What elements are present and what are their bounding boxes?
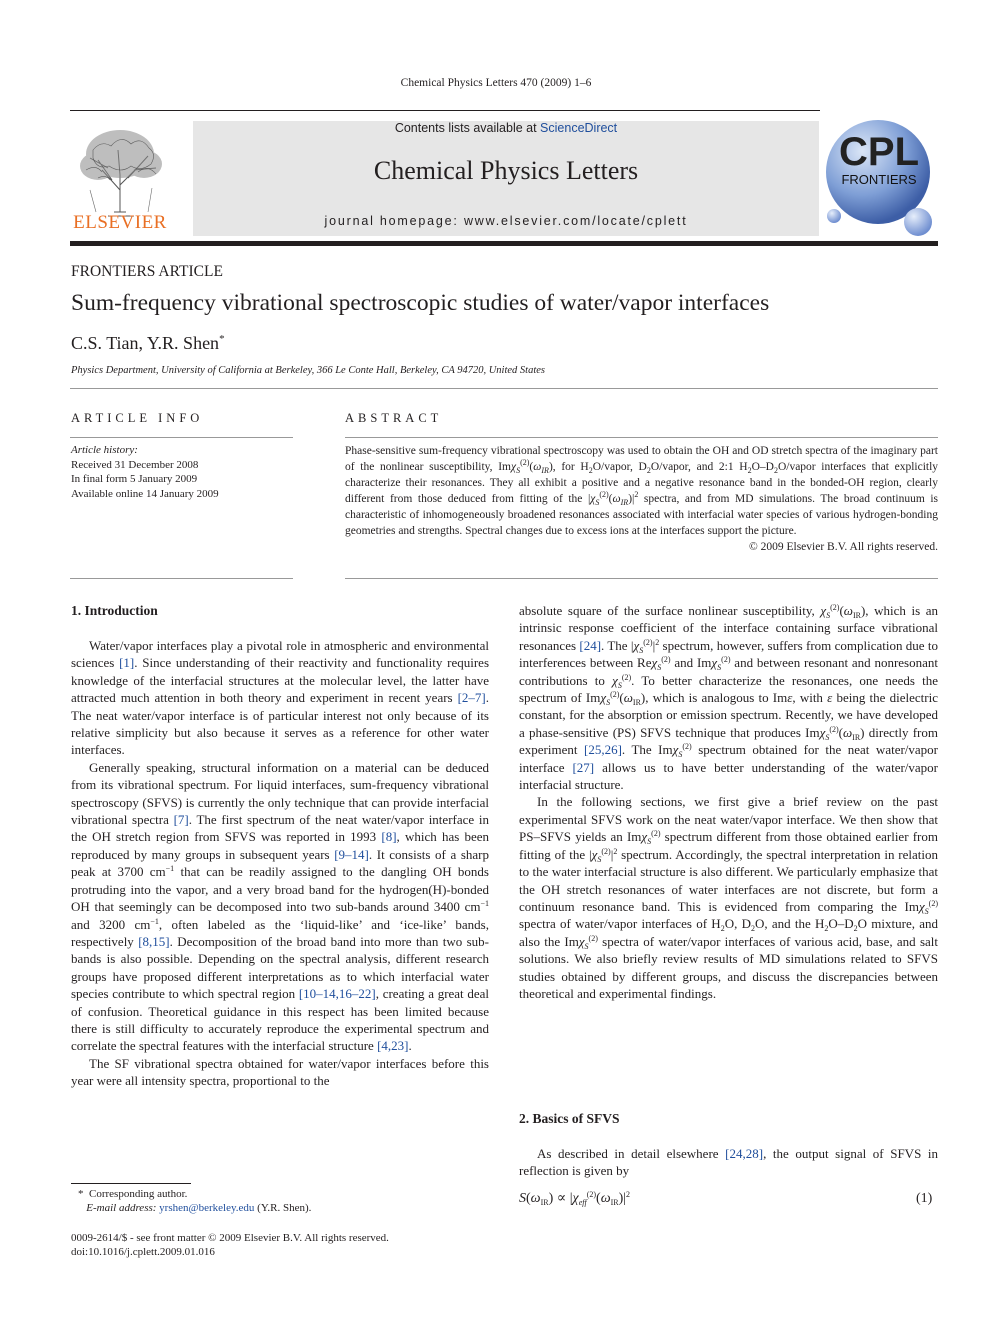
front-matter-info xyxy=(71,1231,389,1259)
issn-line: 0009-2614/$ - see front matter © 2009 Elsevier B.V. All rights reserved. xyxy=(71,1232,389,1244)
footnote-corresponding xyxy=(78,1187,311,1215)
ref-link[interactable]: [2–7] xyxy=(457,690,486,706)
author-names: C.S. Tian, Y.R. Shen xyxy=(71,333,220,353)
sciencedirect-link[interactable]: ScienceDirect xyxy=(540,121,618,135)
email-label: E-mail address: xyxy=(86,1202,157,1214)
ref-link[interactable]: [4,23] xyxy=(377,1038,409,1054)
section-heading-introduction: 1. Introduction xyxy=(71,603,158,618)
ref-link[interactable]: [9–14] xyxy=(334,846,369,862)
final-form-date: In final form 5 January 2009 xyxy=(71,473,198,485)
journal-title: Chemical Physics Letters xyxy=(373,156,639,185)
journal-reference: Chemical Physics Letters 470 (2009) 1–6 xyxy=(400,77,592,89)
abstract-copyright: © 2009 Elsevier B.V. All rights reserved. xyxy=(749,541,938,553)
email-owner: (Y.R. Shen). xyxy=(257,1202,312,1214)
introduction-right-column: absolute square of the surface nonlinear susceptibility, $\chi_S^{(2)}(\omega_{IR})$, which is an intrinsic response coefficient of the interface containing surface vibrational resonances [24]. The $|\chi_S^{(2)}|^2$ spectrum, however, suffers from complication due to interferences between Reχ$_S^{(2)}$ and Imχ$_S^{(2)}$ and between resonant and nonresonant contributions to $\chi_S^{(2)}$. To better characterize the resonances, one needs the spectrum of $Im\chi_S^{(2)}(\omega_{IR})$, which is analogous to Imε, with ε being the dielectric constant, for the absorption or emission spectrum. Recently, we have developed a phase-sensitive (PS) SFVS technique that produces $Im\chi_S^{(2)}(\omega_{IR})$ directly from experiment [25,26]. The Imχ$_S^{(2)}$ spectrum obtained for the neat water/vapor interface [27] allows us to have better understanding of the water/vapor interfacial structure. In the following sections, we first give a brief review on the past experimental SFVS work on the neat water/vapor interface. We then show that PS–SFVS yields an Imχ$_S^{(2)}$ spectrum different from those obtained earlier from fitting of the $|\chi_S^{(2)}|^2$ spectrum. Accordingly, the spectral interpretation in relation to the water interfacial structure is also different. We particularly emphasize that the OH stretch resonances of water interfaces are not discrete, but form a continuum resonance band. This is evidenced from comparing the Imχ$_S^{(2)}$ spectra of water/vapor interfaces of $H_2O$, $D_2O$, and the $H_2O-D_2O$ mixture, and also the Imχ$_S^{(2)}$ spectra of water/vapor interfaces of various acid, base, and salt solutions. We also briefly review results of MD simulations related to SFVS studies obtained by different groups, and discuss the discrepancies between theoretical and experimental findings. xyxy=(519,603,939,1001)
journal-homepage[interactable]: journal homepage: www.elsevier.com/locate/cplett xyxy=(324,214,688,228)
cpl-logo-text: CPL xyxy=(839,130,919,174)
cpl-logo-subtext: FRONTIERS xyxy=(841,172,917,187)
history-label: Article history: xyxy=(71,444,138,456)
abstract-heading: ABSTRACT xyxy=(345,411,443,425)
corresponding-mark[interactable]: * xyxy=(219,333,225,345)
ref-link[interactable]: [24] xyxy=(579,637,602,653)
section-heading-basics: 2. Basics of SFVS xyxy=(519,1111,620,1126)
basics-paragraph: As described in detail elsewhere [24,28], the output signal of SFVS in reflection is given by xyxy=(519,1146,938,1179)
header-divider xyxy=(70,110,820,111)
doi-line[interactable]: doi:10.1016/j.cplett.2009.01.016 xyxy=(71,1246,215,1258)
footnote-rule xyxy=(71,1183,191,1184)
equation-number: (1) xyxy=(916,1191,933,1206)
ref-link[interactable]: [1] xyxy=(119,655,135,671)
ref-link[interactable]: [8] xyxy=(381,829,397,845)
ref-link[interactable]: [8,15] xyxy=(138,933,170,949)
corresponding-author-label: Corresponding author. xyxy=(89,1188,188,1200)
article-info-heading: ARTICLE INFO xyxy=(71,411,204,425)
article-info-bottom-rule xyxy=(70,578,293,579)
affiliation: Physics Department, University of California at Berkeley, 366 Le Conte Hall, Berkeley, CA 94720, United States xyxy=(71,365,545,376)
paper-title: Sum-frequency vibrational spectroscopic studies of water/vapor interfaces xyxy=(71,290,770,316)
abstract-rule xyxy=(345,437,938,438)
footnote-mark: * xyxy=(78,1188,84,1200)
authors xyxy=(71,333,225,354)
ref-link[interactable]: [10–14,16–22] xyxy=(298,986,376,1002)
ref-link[interactable]: [25,26] xyxy=(584,742,622,758)
received-date: Received 31 December 2008 xyxy=(71,458,199,471)
ref-link[interactable]: [7] xyxy=(173,812,189,828)
introduction-left-column: Water/vapor interfaces play a pivotal role in atmospheric and environmental sciences [1]. Since understanding of their reactivity and functionality requires knowledge of the interfacial structures at the molecular level, the latter have attracted much attention in both theory and experiment in recent years [2–7]. The neat water/vapor interface is of particular interest not only because of its relative simplicity but also because it serves as a reference for other water interfaces. Generally speaking, structural information on a material can be deduced from its vibrational spectrum. For liquid interfaces, sum-frequency vibrational spectroscopy (SFVS) is currently the only technique that can provide interfacial vibrational spectra [7]. The first spectrum of the neat water/vapor interface in the OH stretch region from SFVS was reported in 1993 [8], which has been reproduced by many groups in subsequent years [9–14]. It consists of a sharp peak at 3700 $cm^{-1}$ that can be readily assigned to the dangling OH bonds protruding into the vapor, and a very broad band for the hydrogen(H)-bonded OH that seemingly can be decomposed into two sub-bands around 3400 $cm^{-1}$ and 3200 $cm^{-1}$, often labeled as the ‘liquid-like’ and ‘ice-like’ bands, respectively [8,15]. Decomposition of the broad band into more than two sub-bands is also possible. Depending on the spectral analysis, different research groups have proposed different interpretations as to which interfacial water species contribute to which spectral region [10–14,16–22], creating a great deal of confusion. Theoretical guidance in this respect has been limited because there is still difficulty to accurately reproduce the experimental spectrum and correlate the spectral features with the interfacial structure [4,23]. The SF vibrational spectra obtained for water/vapor interfaces before this year were all intensity spectra, proportional to the xyxy=(71,638,490,1089)
author-email-link[interactable]: yrshen@berkeley.edu xyxy=(159,1202,255,1214)
contents-prefix: Contents lists available at xyxy=(394,121,541,135)
ref-link[interactable]: [27] xyxy=(572,759,595,775)
equation-1: $S(\omega_{IR}) \propto |\chi_{eff}^{(2)}(\omega_{IR})|^2$ xyxy=(519,1190,631,1207)
article-info-rule xyxy=(70,437,293,438)
article-history xyxy=(71,443,219,501)
article-type: FRONTIERS ARTICLE xyxy=(71,263,223,280)
elsevier-wordmark: ELSEVIER xyxy=(73,212,167,233)
title-divider xyxy=(70,388,938,389)
online-date: Available online 14 January 2009 xyxy=(71,487,219,500)
cpl-frontiers-logo[interactable] xyxy=(820,116,938,238)
abstract-bottom-rule xyxy=(345,578,938,579)
elsevier-logo[interactable] xyxy=(68,120,172,234)
contents-line xyxy=(193,121,819,135)
header-thick-rule xyxy=(70,241,938,246)
ref-link[interactable]: [24,28] xyxy=(725,1146,764,1161)
abstract-body: Phase-sensitive sum-frequency vibrational spectroscopy was used to obtain the OH and OD stretch spectra of the imaginary part of the nonlinear susceptibility, $Im\chi_S^{(2)}(\omega_{IR})$, for $H_2O$/vapor, $D_2O$/vapor, and 2:1 $H_2O-D_2O$/vapor interfaces that explicitly characterize their resonances. They all exhibit a positive and a negative resonance band in the bonded-OH region, clearly different from those deduced from fitting of the $|\chi_S^{(2)}(\omega_{IR})|^2$ spectra, and from MD simulations. The broad continuum is characteristic of inhomogeneously broadened resonances associated with interfacial water species of various hydrogen-bonding geometries and strengths. Spectral changes due to excess ions at the interfaces support the picture. © 2009 Elsevier B.V. All rights reserved. xyxy=(345,445,939,553)
